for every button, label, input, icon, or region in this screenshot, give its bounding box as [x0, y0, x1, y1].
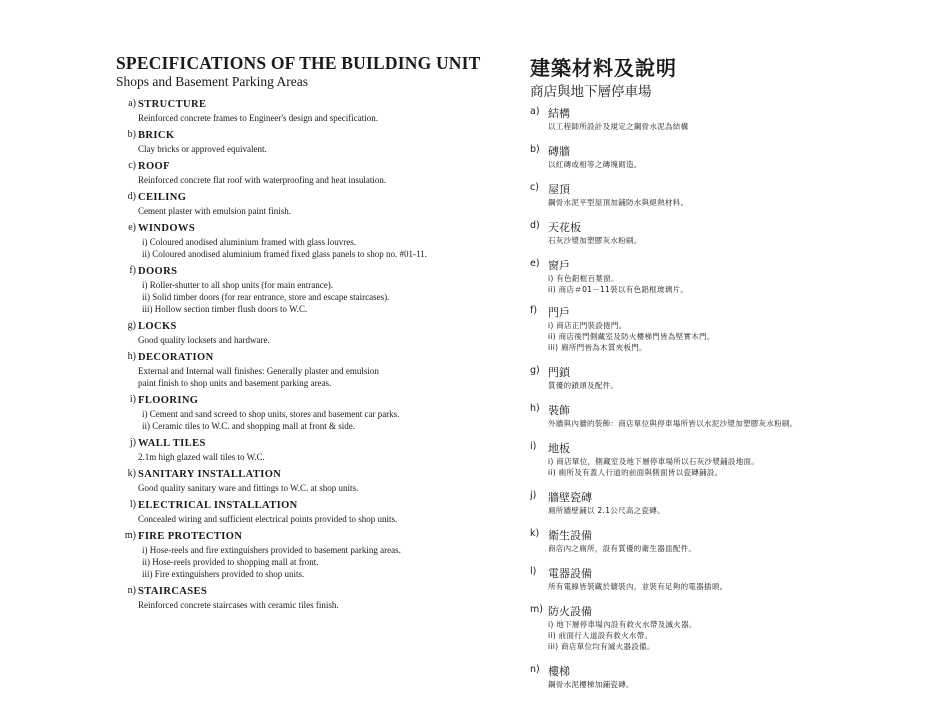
- spec-item-letter: n): [530, 664, 540, 675]
- spec-item-line: i) Hose-reels and fire extinguishers provided to basement parking areas.: [142, 545, 401, 555]
- spec-item-line: iii) 商店單位均有滅火器設備。: [548, 642, 655, 651]
- spec-item: [530, 441, 860, 478]
- spec-item-line: 鋼骨水泥樓梯加鋪瓷磚。: [548, 680, 634, 689]
- english-title: SPECIFICATIONS OF THE BUILDING UNIT: [116, 53, 481, 73]
- spec-item-heading: 防火設備: [548, 605, 592, 618]
- spec-item: [530, 664, 860, 690]
- chinese-column: [530, 54, 860, 690]
- spec-item: [116, 98, 486, 124]
- spec-item: [530, 258, 860, 295]
- spec-item-heading: BRICK: [138, 130, 175, 141]
- spec-item-heading: 天花板: [548, 221, 581, 234]
- spec-item-line: i) 地下層停車場內設有救火水帶及滅火器。: [548, 620, 697, 629]
- spec-item-letter: a): [128, 98, 136, 109]
- spec-item-line: External and Internal wall finishes: Generally plaster and emulsion: [138, 366, 379, 376]
- spec-item-letter: a): [530, 106, 540, 117]
- spec-item-heading: FIRE PROTECTION: [138, 531, 243, 542]
- spec-item: [530, 305, 860, 353]
- chinese-title: 建築材料及說明: [530, 56, 677, 80]
- chinese-spec-list: [530, 106, 860, 690]
- english-spec-list: [116, 98, 486, 611]
- spec-item-line: 所有電線皆裝藏於牆裝內，並裝有足夠的電器插頭。: [548, 582, 728, 591]
- spec-item-letter: d): [530, 220, 540, 231]
- spec-item-letter: l): [530, 566, 537, 577]
- spec-item-letter: d): [127, 191, 136, 202]
- spec-item-heading: SANITARY INSTALLATION: [138, 469, 282, 480]
- spec-item-heading: DOORS: [138, 266, 178, 277]
- spec-item-letter: c): [530, 182, 539, 193]
- spec-item-heading: DECORATION: [138, 352, 214, 363]
- spec-item-line: iii) Hollow section timber flush doors to W.C.: [142, 304, 308, 314]
- spec-item: [116, 265, 486, 315]
- spec-item-line: Reinforced concrete flat roof with waterproofing and heat insulation.: [138, 175, 387, 185]
- spec-item-letter: k): [530, 528, 540, 539]
- spec-item-heading: STRUCTURE: [138, 99, 207, 110]
- spec-item-letter: f): [129, 265, 136, 276]
- spec-item: [116, 468, 486, 494]
- spec-item-line: Reinforced concrete staircases with ceramic tiles finish.: [138, 600, 339, 610]
- spec-item-letter: g): [530, 365, 540, 376]
- spec-item: [530, 490, 860, 516]
- spec-item: [116, 320, 486, 346]
- spec-item-heading: WALL TILES: [138, 438, 206, 449]
- spec-item-letter: i): [129, 394, 136, 405]
- spec-item-line: ii) 商店＃01－11裝以有色鋁框玻璃片。: [548, 285, 689, 294]
- spec-item-line: Cement plaster with emulsion paint finish.: [138, 206, 291, 216]
- spec-item: [116, 585, 486, 611]
- spec-item-line: i) Roller-shutter to all shop units (for main entrance).: [142, 280, 334, 290]
- spec-item-letter: j): [129, 437, 136, 448]
- spec-item-heading: CEILING: [138, 192, 187, 203]
- spec-item-letter: n): [127, 585, 136, 596]
- spec-item-line: 以紅磚或相等之磚塊砌造。: [548, 160, 642, 169]
- spec-item-letter: b): [127, 129, 136, 140]
- spec-item: [116, 129, 486, 155]
- spec-item-heading: 樓梯: [548, 665, 570, 678]
- spec-item-letter: l): [129, 499, 136, 510]
- spec-item: [116, 437, 486, 463]
- spec-item: [530, 365, 860, 391]
- spec-item-line: Clay bricks or approved equivalent.: [138, 144, 267, 154]
- spec-item-line: ii) Solid timber doors (for rear entrance, store and escape staircases).: [142, 292, 390, 302]
- spec-item-line: 鋼骨水泥平型屋頂加鋪防水與絕熱材料。: [548, 198, 689, 207]
- spec-item-line: 商店內之廁所，設有質優的衛生器皿配件。: [548, 544, 697, 553]
- spec-item-line: ii) 前面行人道設有救火水帶。: [548, 631, 653, 640]
- spec-item-line: 以工程師所設計及規定之鋼骨水泥為結構: [548, 122, 689, 131]
- spec-item-line: Concealed wiring and sufficient electrical points provided to shop units.: [138, 514, 398, 524]
- spec-item: [116, 222, 486, 260]
- spec-item-letter: h): [530, 403, 540, 414]
- spec-item-heading: 門戶: [548, 306, 570, 319]
- spec-item: [530, 604, 860, 652]
- spec-item-letter: m): [530, 604, 543, 615]
- spec-item-line: i) 商店單位，側藏室及地下層停車場所以石灰沙漿鋪設地面。: [548, 457, 760, 466]
- spec-item: [530, 566, 860, 592]
- spec-item: [116, 530, 486, 580]
- spec-item-line: i) Coloured anodised aluminium framed with glass louvres.: [142, 237, 356, 247]
- spec-item-heading: 窗戶: [548, 259, 570, 272]
- spec-item-line: ii) Hose-reels provided to shopping mall at front.: [142, 557, 319, 567]
- spec-item-line: 石灰沙漿加塑膠灰水粉刷。: [548, 236, 642, 245]
- spec-item-letter: c): [128, 160, 136, 171]
- spec-item-heading: ELECTRICAL INSTALLATION: [138, 500, 298, 511]
- spec-item-line: ii) 商店後門側藏室及防火樓梯門皆為堅實木門。: [548, 332, 715, 341]
- spec-item-heading: 門鎖: [548, 366, 570, 379]
- spec-item-heading: 地板: [548, 442, 570, 455]
- spec-item-letter: e): [530, 258, 540, 269]
- spec-item-line: Good quality sanitary ware and fittings to W.C. at shop units.: [138, 483, 359, 493]
- spec-item: [530, 106, 860, 132]
- spec-item-heading: 結構: [548, 107, 570, 120]
- spec-item-line: ii) Ceramic tiles to W.C. and shopping mall at front & side.: [142, 421, 355, 431]
- spec-item-line: i) 商店正門裝設捲門。: [548, 321, 627, 330]
- spec-item-heading: LOCKS: [138, 321, 177, 332]
- spec-item-heading: WINDOWS: [138, 223, 196, 234]
- spec-item-heading: 磚牆: [548, 145, 570, 158]
- spec-item: [116, 394, 486, 432]
- spec-item-heading: 裝飾: [548, 404, 570, 417]
- spec-item-letter: b): [530, 144, 540, 155]
- spec-item: [116, 160, 486, 186]
- spec-item-letter: h): [127, 351, 136, 362]
- spec-item-heading: STAIRCASES: [138, 586, 208, 597]
- spec-item-line: ii) 廁所及有蓋人行道的前面與側面皆以瓷磚鋪設。: [548, 468, 723, 477]
- spec-item-line: iii) 廁所門皆為木質夾板門。: [548, 343, 647, 352]
- spec-item-line: i) Cement and sand screed to shop units, stores and basement car parks.: [142, 409, 400, 419]
- spec-item-letter: i): [530, 441, 537, 452]
- spec-item-heading: 電器設備: [548, 567, 592, 580]
- spec-item-line: 外牆與內牆的裝飾：商店單位與停車場所皆以水泥沙漿加塑膠灰水粉刷。: [548, 419, 798, 428]
- spec-item-heading: ROOF: [138, 161, 170, 172]
- spec-item-heading: 屋頂: [548, 183, 570, 196]
- spec-item: [530, 528, 860, 554]
- spec-item-line: i) 有色鋁框百葉窗。: [548, 274, 619, 283]
- spec-item-letter: g): [127, 320, 136, 331]
- spec-item-line: Good quality locksets and hardware.: [138, 335, 270, 345]
- spec-item-heading: 衛生設備: [548, 529, 592, 542]
- spec-item-letter: j): [530, 490, 537, 501]
- spec-item: [530, 182, 860, 208]
- english-column: [116, 52, 486, 616]
- spec-item-line: iii) Fire extinguishers provided to shop units.: [142, 569, 305, 579]
- english-subtitle: Shops and Basement Parking Areas: [116, 74, 308, 89]
- spec-item-letter: e): [128, 222, 136, 233]
- spec-item-line: 廁所牆壁鋪以 2.1公尺高之瓷磚。: [548, 506, 665, 515]
- spec-item: [116, 499, 486, 525]
- spec-item-letter: k): [127, 468, 136, 479]
- spec-item: [530, 403, 860, 429]
- spec-item-letter: m): [124, 530, 136, 541]
- chinese-subtitle: 商店與地下層停車場: [530, 84, 652, 100]
- spec-item: [116, 191, 486, 217]
- spec-item-line: ii) Coloured anodised aluminium framed fixed glass panels to shop no. #01-11.: [142, 249, 427, 259]
- spec-item: [530, 220, 860, 246]
- spec-item-line: paint finish to shop units and basement parking areas.: [138, 378, 332, 388]
- spec-item: [116, 351, 486, 389]
- spec-item-letter: f): [530, 305, 538, 316]
- spec-item-heading: FLOORING: [138, 395, 199, 406]
- spec-item-line: 2.1m high glazed wall tiles to W.C.: [138, 452, 265, 462]
- spec-item-heading: 牆壁瓷磚: [548, 491, 592, 504]
- spec-item-line: Reinforced concrete frames to Engineer's design and specification.: [138, 113, 379, 123]
- spec-item: [530, 144, 860, 170]
- spec-item-line: 質優的鎖頭及配件。: [548, 381, 619, 390]
